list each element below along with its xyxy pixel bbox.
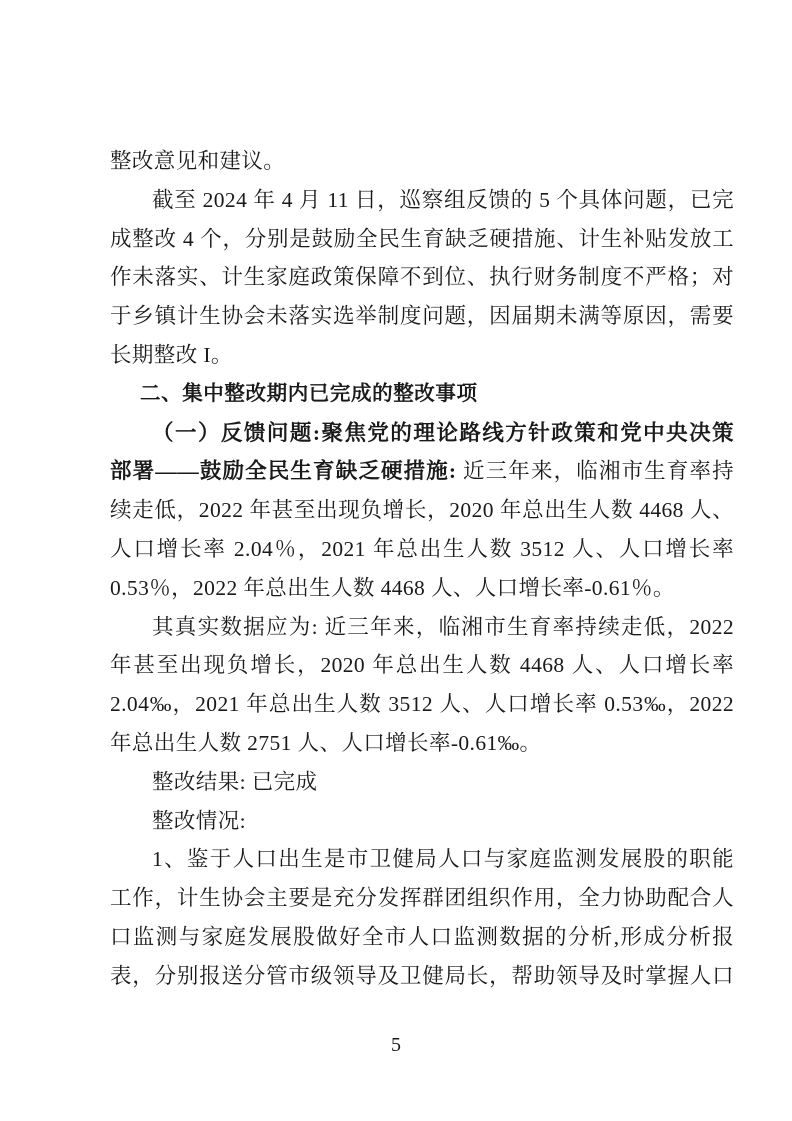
rectification-result-line: 整改结果: 已完成 [152,769,318,794]
document-body [110,142,734,996]
document-line [110,452,734,491]
document-line: 口监测与家庭发展股做好全市人口监测数据的分析,形成分析报 [110,924,734,949]
document-line-text: 近三年来，临湘市生育率持 [456,459,735,484]
document-line: 年总出生人数 2751 人、人口增长率-0.61‰。 [110,730,542,755]
page-number: 5 [391,1034,401,1056]
document-line: 工作，计生协会主要是充分发挥群团组织作用，全力协助配合人 [110,886,734,911]
document-line: 截至 2024 年 4 月 11 日，巡察组反馈的 5 个具体问题，已完 [152,187,734,212]
document-line: 成整改 4 个，分别是鼓励全民生育缺乏硬措施、计生补贴发放工 [110,226,734,251]
section-heading: 二、集中整改期内已完成的整改事项 [140,381,478,405]
document-line: 年甚至出现负增长，2020 年总出生人数 4468 人、人口增长率 [110,653,734,678]
subsection-heading-continued: 部署——鼓励全民生育缺乏硬措施: [110,459,457,484]
document-line: 长期整改 I。 [110,342,233,367]
document-line: 人口增长率 2.04％，2021 年总出生人数 3512 人、人口增长率 [110,536,734,561]
document-line: 0.53％，2022 年总出生人数 4468 人、人口增长率-0.61％。 [110,575,675,600]
document-line: 1、鉴于人口出生是市卫健局人口与家庭监测发展股的职能 [152,847,734,872]
document-line: 于乡镇计生协会未落实选举制度问题，因届期未满等原因，需要 [110,304,734,329]
rectification-status-line: 整改情况: [152,808,246,833]
document-line: 其真实数据应为: 近三年来，临湘市生育率持续走低，2022 [152,614,734,639]
document-line: 整改意见和建议。 [110,149,286,173]
document-line: 作未落实、计生家庭政策保障不到位、执行财务制度不严格；对 [110,265,734,290]
document-line: 续走低，2022 年甚至出现负增长，2020 年总出生人数 4468 人、 [110,498,734,523]
subsection-heading: （一）反馈问题:聚焦党的理论路线方针政策和党中央决策 [152,420,734,445]
document-line: 2.04‰，2021 年总出生人数 3512 人、人口增长率 0.53‰，2022 [110,692,734,717]
document-line: 表，分别报送分管市级领导及卫健局长，帮助领导及时掌握人口 [110,963,734,988]
